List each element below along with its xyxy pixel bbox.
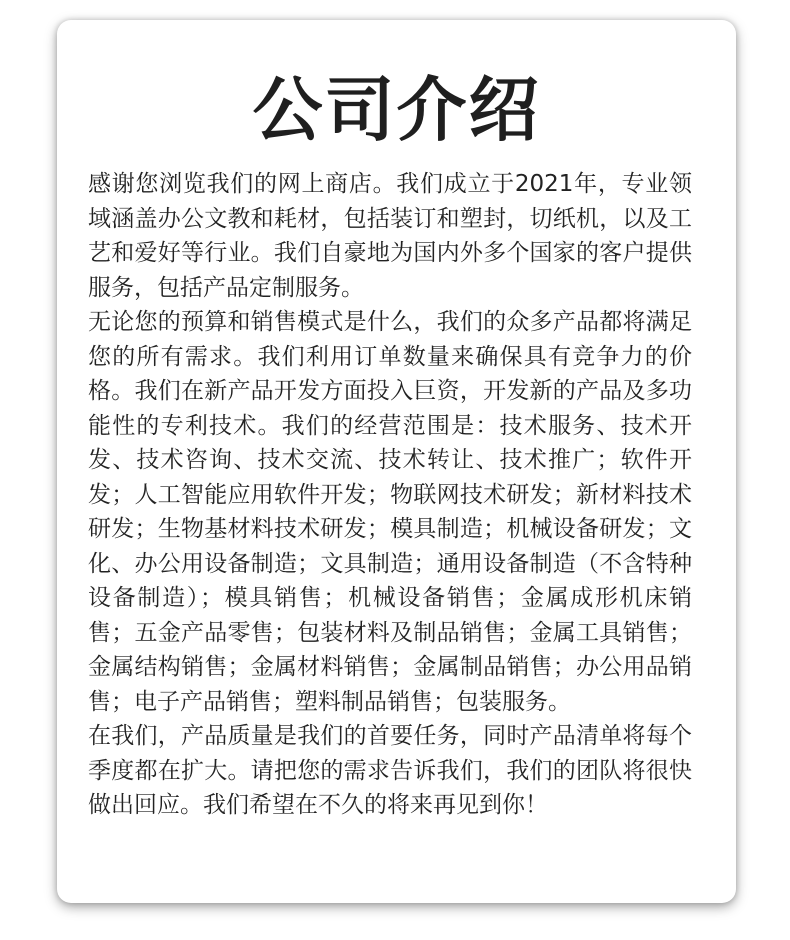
page-title: 公司介绍 [252, 69, 541, 151]
intro-paragraph-1: 感谢您浏览我们的网上商店。我们成立于2021年，专业领域涵盖办公文教和耗材，包括装订和塑封，切纸机，以及工艺和爱好等行业。我们自豪地为国内外多个国家的客户提供服务，包括产品定制服务。 [88, 171, 692, 301]
intro-body [88, 167, 692, 823]
company-intro-card [57, 20, 736, 903]
intro-paragraph-2: 无论您的预算和销售模式是什么，我们的众多产品都将满足您的所有需求。我们利用订单数量来确保具有竞争力的价格。我们在新产品开发方面投入巨资，开发新的产品及多功能性的专利技术。我们的经营范围是：技术服务、技术开发、技术咨询、技术交流、技术转让、技术推广；软件开发；人工智能应用软件开发；物联网技术研发；新材料技术研发；生物基材料技术研发；模具制造；机械设备研发；文化、办公用设备制造；文具制造；通用设备制造（不含特种设备制造）；模具销售；机械设备销售；金属成形机床销售；五金产品零售；包装材料及制品销售；金属工具销售；金属结构销售；金属材料销售；金属制品销售；办公用品销售；电子产品销售；塑料制品销售；包装服务。 [88, 309, 692, 715]
intro-paragraph-3: 在我们，产品质量是我们的首要任务，同时产品清单将每个季度都在扩大。请把您的需求告诉我们，我们的团队将很快做出回应。我们希望在不久的将来再见到你！ [88, 723, 692, 818]
